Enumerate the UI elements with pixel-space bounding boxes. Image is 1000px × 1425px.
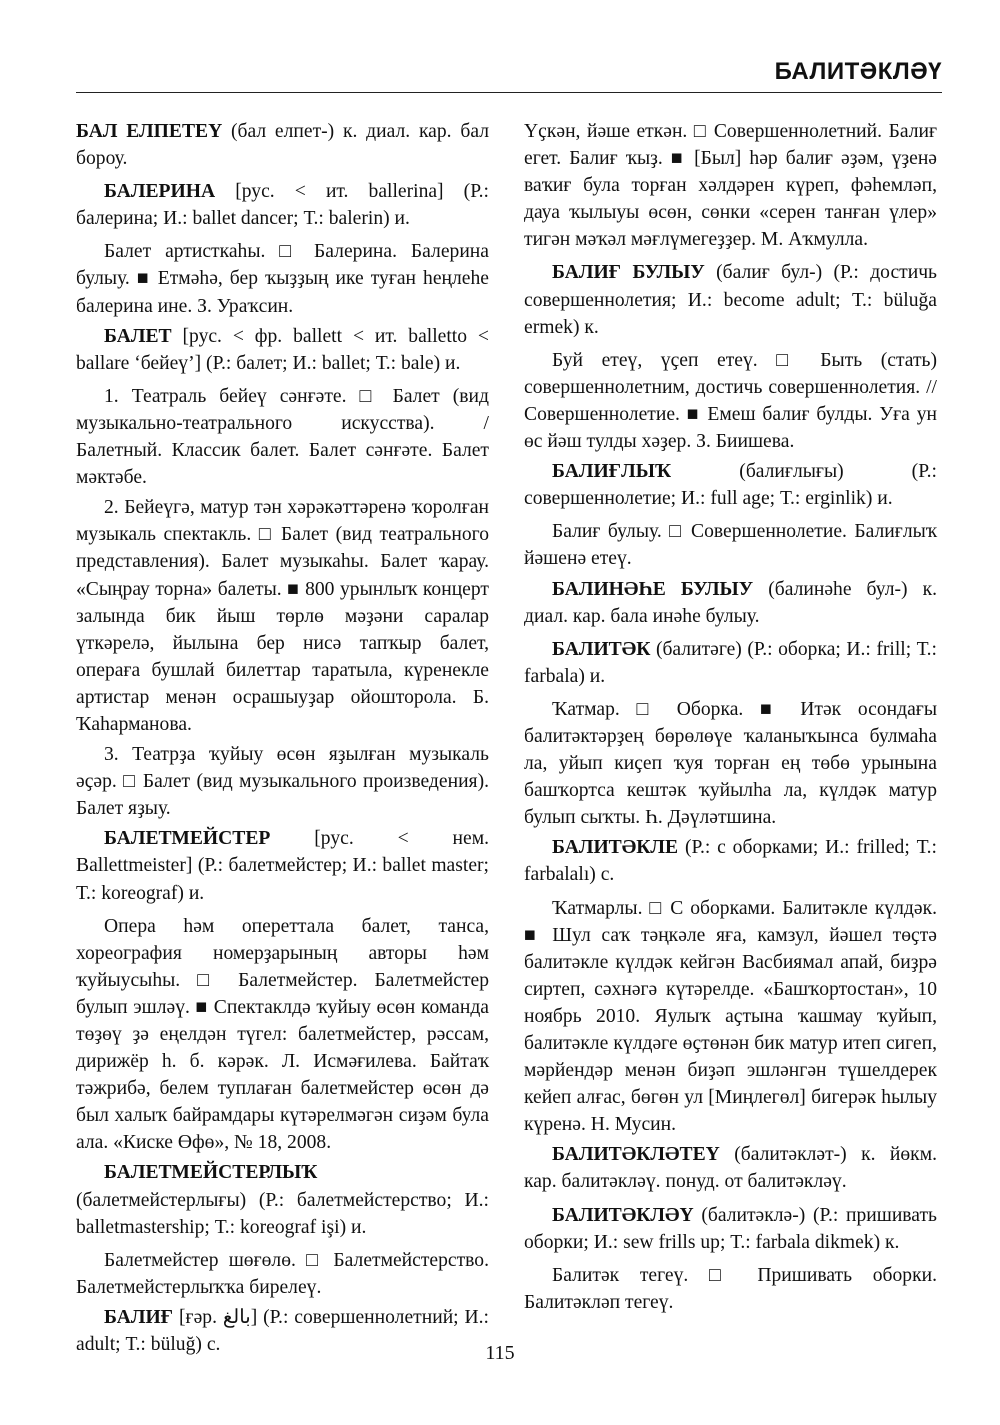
entry-text: [рус. < нем. Ballettmeister] (Р.: балетмейстер; И.: ballet master; Т.: koreograf) и.: [76, 828, 489, 904]
entry-text: (балиғ бул-) (Р.: достичь совершеннолетия; И.: become adult; Т.: büluğa ermek) к.: [524, 262, 937, 338]
entry-sense: [76, 494, 489, 738]
entry: [524, 576, 937, 630]
entry: [76, 118, 489, 172]
entry-text: (балетмейстерлығы) (Р.: балетмейстерство; И.: balletmastership; Т.: koreograf işi) и.: [76, 1189, 489, 1238]
entry-text: Балет артисткаһы. □ Балерина. Балерина булыу. ■ Етмәһә, бер ҡыҙҙың ике туған һеңлеһе балерина ине. З. Ураҡсин.: [76, 241, 489, 317]
entry-headword: БАЛИТӘКЛӘТЕҮ: [552, 1144, 720, 1166]
entry-headword: БАЛ ЕЛПЕТЕҮ: [76, 121, 223, 142]
entry: [76, 825, 489, 906]
entry-headword: БАЛЕТ: [104, 325, 172, 347]
left-column: [76, 118, 489, 1364]
entry-headword: БАЛИНӘҺЕ БУЛЫУ: [552, 578, 754, 600]
entry-sense: [524, 696, 937, 831]
entry: [524, 636, 937, 690]
header-rule: [76, 92, 942, 93]
entry-headword: БАЛИҒ БУЛЫУ: [552, 262, 705, 284]
entry-text: (Р.: с оборками; И.: frilled; Т.: farbalalı) с.: [524, 837, 937, 886]
entry-text: (балинәһе бул-) к. диал. кар. бала инәһе булыу.: [524, 578, 937, 627]
entry-text: (балитәге) (Р.: оборка; И.: frill; Т.: farbala) и.: [524, 638, 937, 687]
entry-text: 3. Театрҙа ҡуйыу өсөн яҙылған музыкаль әҫәр. □ Балет (вид музыкального произведения). Балет яҙыу.: [76, 744, 489, 820]
entry: [524, 1141, 937, 1195]
entry-text: Ҡатмар. □ Оборка. ■ Итәк осондағы балитәктәрҙең бөрөлөүе ҡаланыҡынса булмаһа ла, уйып киҫеп ҡуя торған ең төбө урынына башҡортса кештәк ҡуйылһа ла, күлдәк матур булып сыҡты. Һ. Дәүләтшина.: [524, 698, 937, 829]
entry-headword: БАЛЕРИНА: [104, 181, 216, 203]
entry-text: Үҫкән, йәше еткән. □ Совершеннолетний. Балиғ егет. Балиғ ҡыҙ. ■ [Был] һәр балиғ әҙәм, үҙенә ваҡиғ була торған хәлдәрен күреп, фәһемләп, дауа ҡылыуы өсөн, сөнки «серен танған үлер» тигән мәҡәл мәғлүмегеҙҙер. М. Аҡмулла.: [524, 121, 937, 251]
entry-headword: БАЛИТӘК: [552, 638, 651, 660]
entry: [524, 458, 937, 512]
entry-text: (балитәкләт-) к. йөкм. кар. балитәкләү. понуд. от балитәкләү.: [524, 1144, 937, 1193]
entry-text: Буй етеү, үҫеп етеү. □ Быть (стать) совершеннолетним, достичь совершеннолетия. // Совершеннолетие. ■ Емеш балиғ булды. Уға ун өс йәш тулды хәҙер. З. Биишева.: [524, 349, 937, 453]
entry-sense: [524, 895, 937, 1139]
entry-headword: БАЛИТӘКЛӘҮ: [552, 1204, 694, 1226]
entry-sense: [76, 741, 489, 822]
entry-text: Балетмейстер шөғөлө. □ Балетмейстерство. Балетмейстерлыҡҡа бирелеү.: [76, 1249, 489, 1298]
entry: [76, 1159, 489, 1240]
entry-sense: [524, 347, 937, 455]
entry-text: (балитәклә-) (Р.: пришивать оборки; И.: sew frills up; Т.: farbala dikmek) к.: [524, 1204, 937, 1253]
entry-sense: [524, 118, 937, 253]
entry: [524, 259, 937, 340]
entry-text: [рус. < ит. ballerina] (Р.: балерина; И.: ballet dancer; Т.: balerin) и.: [76, 181, 489, 230]
entry-headword: БАЛИҒЛЫҠ: [552, 461, 672, 483]
entry-sense: [76, 1247, 489, 1301]
entry-text: [рус. < фр. ballett < ит. balletto < ballare ‘бейеү’] (Р.: балет; И.: ballet; Т.: bale) и.: [76, 325, 489, 374]
entry-headword: БАЛЕТМЕЙСТЕР: [104, 828, 271, 850]
page-number: 115: [485, 1342, 515, 1364]
entry: [524, 1202, 937, 1256]
entry-text: 2. Бейеүгә, матур тән хәрәкәттәренә ҡоролған музыкаль спектакль. □ Балет (вид театрального представления). Балет музыкаһы. Балет ҡарау. «Сыңрау торна» балеты. ■ 800 урынлыҡ концерт залында бик йыш төрлө мәҙәни саралар үткәрелә, йылына бер нисә тапҡыр балет, операға бушлай билеттар таратыла, күренекле артистар менән осрашыуҙар ойошторола. Б. Ҡаһарманова.: [76, 497, 489, 735]
entry-sense: [76, 383, 489, 491]
entry-sense: [524, 518, 937, 572]
entry-sense: [76, 238, 489, 319]
running-head: БАЛИТӘКЛӘҮ: [774, 58, 942, 85]
entry-headword: БАЛЕТМЕЙСТЕРЛЫҠ: [104, 1162, 318, 1184]
entry-headword: БАЛИҒ: [104, 1306, 174, 1328]
entry-text: 1. Театраль бейеү сәнғәте. □ Балет (вид музыкально-театрального искусства). / Балетный. Классик балет. Балет сәнғәте. Балет мәктәбе.: [76, 385, 489, 489]
entry-text: [ғәр. بالغ] (Р.: совершеннолетний; И.: adult; Т.: büluğ) с.: [76, 1306, 489, 1356]
right-column: [524, 118, 937, 1319]
entry-text: Опера һәм опереттала балет, танса, хореография номерҙарының авторы һәм ҡуйыусыһы. □ Балетмейстер. Балетмейстер булып эшләү. ■ Спектаклдә ҡуйыу өсөн команда төҙөү ҙә еңелдән түгел: балетмейстер, рәссам, дирижёр һ. б. кәрәк. Л. Исмәғилева. Байтаҡ тәжрибә, белем туплаған балетмейстер өсөн дә был халыҡ байрамдары күтәрелмәгән сиҙәм була ала. «Киске Өфө», № 18, 2008.: [76, 915, 489, 1154]
entry: [524, 834, 937, 888]
entry-sense: [524, 1262, 937, 1316]
entry-sense: [76, 913, 489, 1157]
entry: [76, 323, 489, 377]
entry-text: Ҡатмарлы. □ С оборками. Балитәкле күлдәк. ■ Шул саҡ тәңкәле яға, камзул, йәшел төҫтә балитәкле күлдәк кейгән Васбиямал апай, биҙрә сиртеп, сәхнәгә күтәрелде. «Башҡортостан», 10 ноябрь 2010. Яулыҡ аҫтына ҡашмау ҡуйып, балитәкле күлдәге өҫтөнән бик матур итеп сигеп, мәрйендәр менән биҙәп эшләнгән түшелдерек кейеп алғас, бөгөн ул [Миңлегөл] бигерәк һылыу күренә. Н. Мусин.: [524, 897, 937, 1136]
entry-text: Балиғ булыу. □ Совершеннолетие. Балиғлыҡ йәшенә етеү.: [524, 521, 937, 570]
entry-text: (бал елпет-) к. диал. кар. бал бороу.: [76, 121, 489, 170]
entry-headword: БАЛИТӘКЛЕ: [552, 837, 679, 859]
entry-text: (балиғлығы) (Р.: совершеннолетие; И.: full age; Т.: erginlik) и.: [524, 461, 937, 510]
entry: [76, 178, 489, 232]
entry-text: Балитәк тегеү. □ Пришивать оборки. Балитәкләп тегеү.: [524, 1264, 937, 1313]
